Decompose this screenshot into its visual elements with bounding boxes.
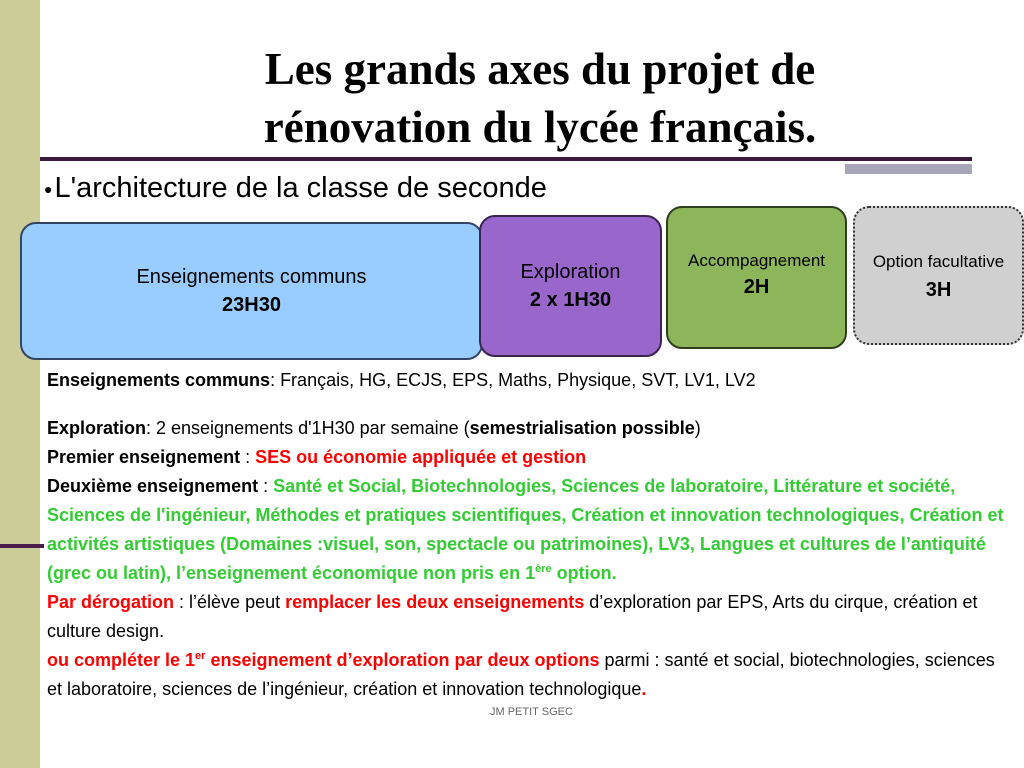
derogation-text-2: d’exploration par EPS, Arts du cirque, création et culture design. — [47, 592, 978, 641]
exploration-text: : 2 enseignements d'1H30 par semaine ( — [146, 418, 470, 438]
derogation-bold: remplacer les deux enseignements — [285, 592, 585, 612]
box-communs-value: 23H30 — [222, 294, 281, 316]
box-communs-label: Enseignements communs — [136, 266, 367, 288]
box-accompagnement — [666, 206, 847, 349]
deuxieme-sup: ère — [535, 563, 552, 575]
box-exploration — [479, 215, 662, 357]
box-accompagnement-label: Accompagnement — [687, 251, 826, 270]
deuxieme-text: Santé et Social, Biotechnologies, Sciences de laboratoire, Littérature et société, Sciences de l'ingénieur, Méthodes et pratiques scientifiques, Création et innovation technologiques, Création et activités artistiques (Domaines :visuel, son, spectacle ou patrimoines), LV3, Langues et cultures de l’antiquité (grec ou latin), l’enseignement économique non pris en 1 — [47, 476, 1004, 583]
title-line-1: Les grands axes du projet de — [264, 44, 816, 94]
paragraph-communs — [47, 366, 1007, 395]
communs-text: : Français, HG, ECJS, EPS, Maths, Physique, SVT, LV1, LV2 — [270, 370, 756, 390]
completer-heading: ou compléter le 1 — [47, 650, 196, 670]
deuxieme-end: option. — [551, 563, 617, 583]
completer-sup: er — [195, 650, 206, 662]
box-option-value: 3H — [925, 279, 952, 301]
box-exploration-value: 2 x 1H30 — [529, 289, 612, 311]
premier-sep: : — [240, 447, 256, 467]
premier-heading: Premier enseignement — [47, 447, 241, 467]
title-underline — [40, 157, 972, 161]
completer-text: parmi : santé et social, biotechnologies, sciences et laboratoire, sciences de l’ingénieur, création et innovation technologique — [47, 650, 995, 699]
box-option-facultative — [853, 206, 1024, 345]
exploration-bold: semestrialisation possible — [469, 418, 695, 438]
bullet-icon: ● — [44, 181, 53, 198]
completer-bold: enseignement d’exploration par deux options — [205, 650, 600, 670]
derogation-text-1: : l’élève peut — [174, 592, 286, 612]
deuxieme-heading: Deuxième enseignement — [47, 476, 259, 496]
title-underline-accent — [845, 164, 972, 174]
paragraph-exploration — [47, 414, 1007, 704]
page-title — [150, 40, 930, 156]
derogation-heading: Par dérogation — [47, 592, 175, 612]
completer-end: . — [641, 679, 647, 699]
box-exploration-label: Exploration — [520, 261, 621, 283]
box-accompagnement-value: 2H — [743, 276, 770, 298]
box-option-label: Option facultative — [872, 252, 1005, 271]
left-sidebar-decoration — [0, 0, 40, 768]
communs-heading: Enseignements communs — [47, 370, 271, 390]
box-enseignements-communs — [20, 222, 483, 360]
deuxieme-sep: : — [258, 476, 274, 496]
subtitle-text: L'architecture de la classe de seconde — [54, 172, 547, 204]
left-divider-line — [0, 544, 44, 548]
premier-text: SES ou économie appliquée et gestion — [255, 447, 587, 467]
footer-author: JM PETIT SGEC — [490, 706, 573, 718]
exploration-close: ) — [694, 418, 701, 438]
exploration-heading: Exploration — [47, 418, 147, 438]
subtitle — [44, 172, 547, 205]
title-line-2: rénovation du lycée français. — [263, 102, 817, 152]
